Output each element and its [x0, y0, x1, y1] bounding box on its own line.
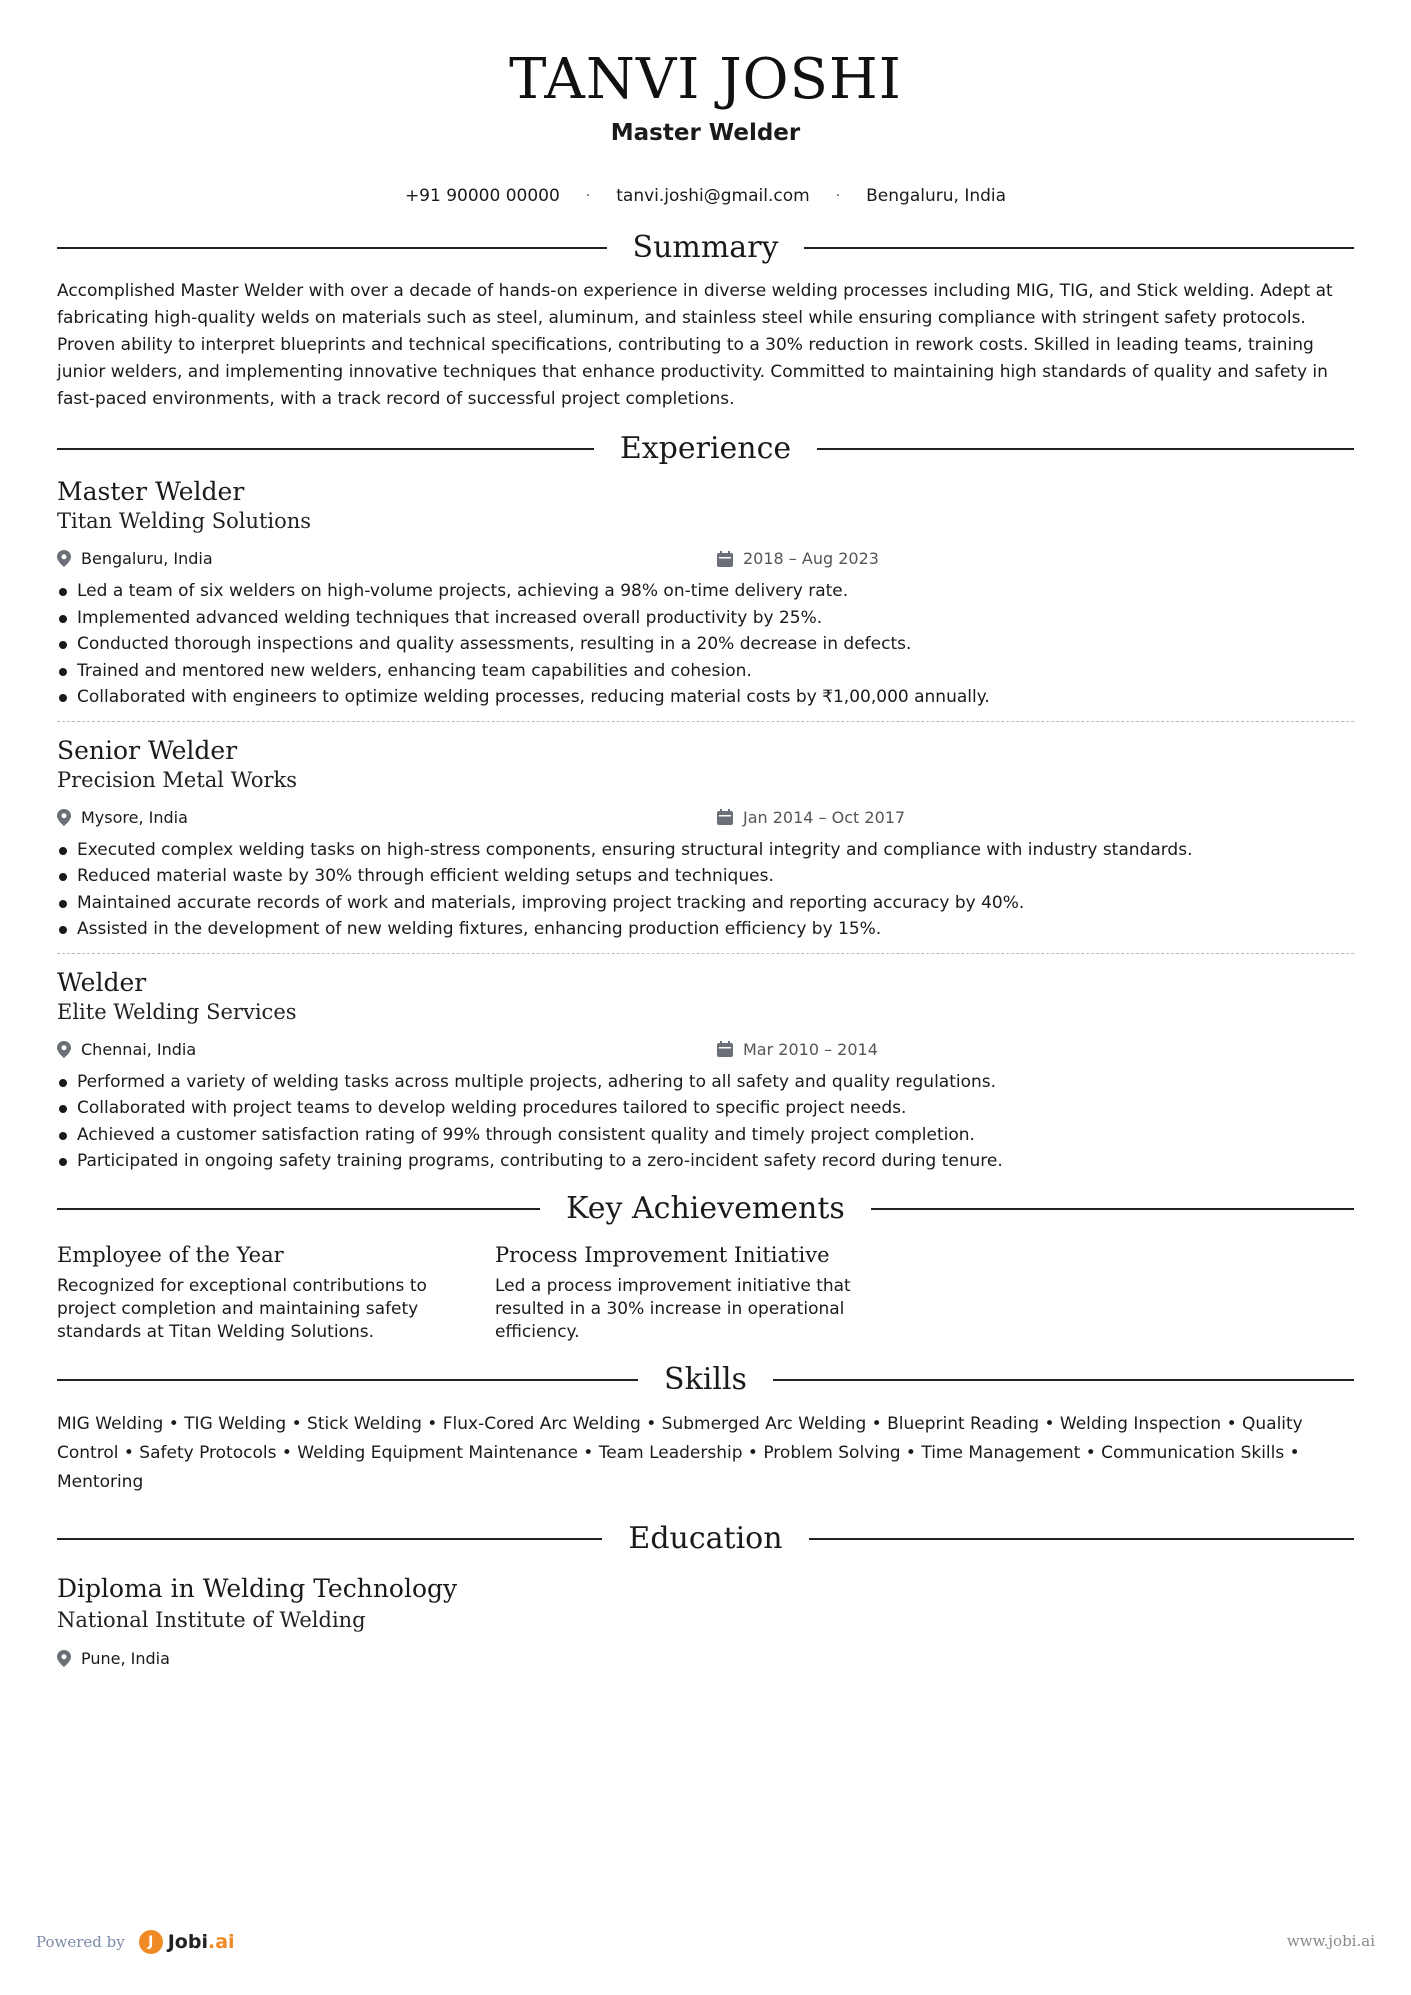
section-header-education — [57, 1519, 1354, 1559]
map-pin-icon — [57, 1650, 71, 1667]
map-pin-icon — [57, 550, 71, 567]
list-item: Achieved a customer satisfaction rating of 99% through consistent quality and timely project completion. — [57, 1122, 1354, 1149]
list-item: Assisted in the development of new welding fixtures, enhancing production efficiency by 15%. — [57, 916, 1354, 943]
section-header-skills — [57, 1360, 1354, 1400]
map-pin-icon — [57, 1041, 71, 1058]
calendar-icon — [717, 1041, 733, 1057]
section-rule — [57, 1208, 540, 1210]
section-header-achievements — [57, 1189, 1354, 1229]
jobi-logo[interactable] — [139, 1930, 235, 1954]
location: Bengaluru, India — [866, 186, 1007, 206]
powered-by-label: Powered by — [36, 1933, 125, 1951]
experience-entry — [57, 968, 1354, 1175]
section-title: Summary — [632, 230, 779, 265]
job-company: Elite Welding Services — [57, 999, 297, 1024]
skills-text: MIG Welding • TIG Welding • Stick Welding • Flux-Cored Arc Welding • Submerged Arc Welding • Blueprint Reading • Welding Inspection • Quality Control • Safety Protocols • Welding Equipment Maintenance • Team Leadership • Problem Solving • Time Management • Communication Skills • Mentoring — [57, 1413, 1303, 1492]
list-item: Collaborated with engineers to optimize welding processes, reducing material costs by ₹1,00,000 annually. — [57, 684, 1354, 711]
website-link[interactable]: www.jobi.ai — [1286, 1932, 1375, 1950]
section-rule — [871, 1208, 1354, 1210]
jobi-logo-text: Jobi.ai — [167, 1931, 235, 1953]
achievements-list — [57, 1241, 1354, 1344]
job-bullets — [57, 1069, 1354, 1175]
list-item: Led a team of six welders on high-volume projects, achieving a 98% on-time delivery rate. — [57, 578, 1354, 605]
entry-divider — [57, 953, 1354, 954]
education-location: Pune, India — [81, 1648, 170, 1668]
achievement-item — [57, 1241, 495, 1344]
job-bullets — [57, 578, 1354, 711]
job-company: Titan Welding Solutions — [57, 509, 312, 533]
job-meta — [57, 549, 1354, 568]
job-meta — [57, 1040, 1354, 1059]
summary-text: Accomplished Master Welder with over a decade of hands-on experience in diverse welding processes including MIG, TIG, and Stick welding. Adept at fabricating high-quality welds on materials such as steel, aluminum, and stainless steel while ensuring compliance with stringent safety protocols. Proven ability to interpret blueprints and technical specifications, contributing to a 30% reduction in rework costs. Skilled in leading teams, training junior welders, and implementing innovative techniques that enhance productivity. Committed to maintaining high standards of quality and safety in fast-paced environments, with a track record of successful project completions. — [57, 281, 1333, 409]
list-item: Collaborated with project teams to develop welding procedures tailored to specific project needs. — [57, 1095, 1354, 1122]
powered-by — [36, 1930, 235, 1954]
experience-entry — [57, 477, 1354, 711]
job-title: Welder — [57, 967, 147, 997]
job-dates: 2018 – Aug 2023 — [743, 549, 879, 568]
experience-entry — [57, 736, 1354, 943]
section-header-experience — [57, 429, 1354, 469]
section-title: Experience — [619, 431, 792, 466]
list-item: Conducted thorough inspections and quality assessments, resulting in a 20% decrease in defects. — [57, 631, 1354, 658]
job-location: Chennai, India — [81, 1039, 197, 1059]
section-rule — [57, 1379, 638, 1381]
separator-dot: · — [835, 188, 841, 204]
entry-divider — [57, 721, 1354, 722]
education-institution: National Institute of Welding — [57, 1607, 366, 1632]
section-rule — [804, 247, 1354, 249]
email[interactable]: tanvi.joshi@gmail.com — [616, 186, 810, 206]
list-item: Participated in ongoing safety training programs, contributing to a zero-incident safety record during tenure. — [57, 1148, 1354, 1175]
achievement-description: Recognized for exceptional contributions to project completion and maintaining safety standards at Titan Welding Solutions. — [57, 1275, 427, 1342]
job-title: Master Welder — [57, 477, 245, 506]
job-dates: Mar 2010 – 2014 — [743, 1039, 878, 1059]
section-rule — [773, 1379, 1354, 1381]
achievement-item — [495, 1241, 933, 1344]
section-rule — [57, 1538, 602, 1540]
calendar-icon — [717, 551, 733, 567]
job-title: Senior Welder — [57, 735, 238, 765]
separator-dot: · — [585, 188, 591, 204]
job-location: Bengaluru, India — [81, 549, 213, 568]
achievement-description: Led a process improvement initiative that resulted in a 30% increase in operational efficiency. — [495, 1275, 851, 1342]
section-rule — [809, 1538, 1354, 1540]
list-item: Executed complex welding tasks on high-stress components, ensuring structural integrity and compliance with industry standards. — [57, 837, 1354, 864]
phone: +91 90000 00000 — [404, 186, 560, 206]
resume-page — [57, 0, 1354, 1668]
education-degree: Diploma in Welding Technology — [57, 1573, 458, 1603]
job-meta — [57, 808, 1354, 827]
education-meta — [57, 1649, 1354, 1668]
section-title: Key Achievements — [566, 1190, 845, 1226]
candidate-name: TANVI JOSHI — [509, 47, 902, 112]
candidate-title: Master Welder — [610, 120, 801, 146]
job-company: Precision Metal Works — [57, 767, 298, 792]
achievement-title: Employee of the Year — [57, 1242, 284, 1267]
list-item: Implemented advanced welding techniques that increased overall productivity by 25%. — [57, 605, 1354, 632]
job-location: Mysore, India — [81, 807, 188, 827]
achievement-title: Process Improvement Initiative — [495, 1242, 830, 1267]
list-item: Trained and mentored new welders, enhancing team capabilities and cohesion. — [57, 658, 1354, 685]
job-dates: Jan 2014 – Oct 2017 — [743, 807, 906, 827]
jobi-logo-icon: J — [139, 1930, 163, 1954]
calendar-icon — [717, 809, 733, 825]
job-bullets — [57, 837, 1354, 943]
section-header-summary — [57, 228, 1354, 268]
map-pin-icon — [57, 809, 71, 826]
list-item: Performed a variety of welding tasks across multiple projects, adhering to all safety and quality regulations. — [57, 1069, 1354, 1096]
section-rule — [817, 448, 1354, 450]
section-title: Skills — [664, 1361, 747, 1397]
list-item: Reduced material waste by 30% through efficient welding setups and techniques. — [57, 863, 1354, 890]
section-title: Education — [628, 1520, 783, 1556]
contact-bar — [57, 186, 1354, 206]
list-item: Maintained accurate records of work and materials, improving project tracking and reporting accuracy by 40%. — [57, 890, 1354, 917]
section-rule — [57, 247, 607, 249]
section-rule — [57, 448, 594, 450]
